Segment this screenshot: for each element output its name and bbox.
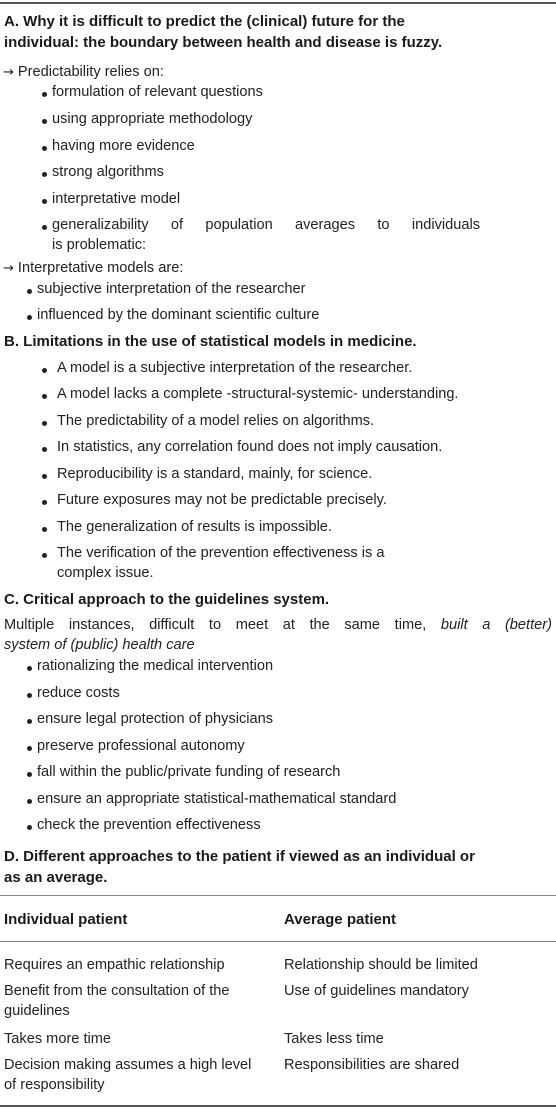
section-a-heading-line2: individual: the boundary between health and disease is fuzzy. bbox=[4, 34, 443, 51]
section-b-item: A model lacks a complete -structural-systemic- understanding. bbox=[57, 386, 459, 402]
table-top-rule bbox=[0, 895, 556, 896]
section-a-heading bbox=[4, 11, 552, 53]
section-b-item: The verification of the prevention effectiveness is a bbox=[57, 545, 385, 561]
section-b-item: A model is a subjective interpretation of the researcher. bbox=[57, 360, 413, 376]
section-c-intro-plain: Multiple instances, difficult to meet at the same time, bbox=[4, 617, 427, 633]
column-header-individual: Individual patient bbox=[4, 911, 128, 928]
bullet-icon bbox=[27, 315, 32, 320]
bullet-icon bbox=[27, 693, 32, 698]
bullet-icon bbox=[27, 666, 32, 671]
bullet-icon bbox=[42, 225, 47, 230]
table-cell-individual: Benefit from the consultation of the bbox=[4, 983, 230, 999]
section-c-item: check the prevention effectiveness bbox=[37, 817, 261, 833]
table-cell-individual: Decision making assumes a high level bbox=[4, 1057, 252, 1073]
bullet-icon bbox=[27, 289, 32, 294]
intro1-text: Predictability relies on: bbox=[17, 64, 164, 80]
bullet-icon bbox=[27, 746, 32, 751]
table-cell-average: Use of guidelines mandatory bbox=[284, 983, 469, 999]
section-b-item: The predictability of a model relies on algorithms. bbox=[57, 413, 375, 429]
section-b-item: Reproducibility is a standard, mainly, for science. bbox=[57, 466, 373, 482]
bullet-icon bbox=[42, 92, 47, 97]
section-a-heading-line1: A. Why it is difficult to predict the (clinical) future for the bbox=[4, 13, 405, 30]
section-b-item: In statistics, any correlation found does not imply causation. bbox=[57, 439, 443, 455]
section-c-intro-italic: built a (better) bbox=[440, 617, 552, 633]
section-c-intro-line1 bbox=[4, 615, 552, 635]
section-b-heading: B. Limitations in the use of statistical models in medicine. bbox=[4, 333, 417, 350]
section-d-heading-line2: as an average. bbox=[4, 869, 108, 886]
bullet-icon bbox=[42, 119, 47, 124]
bullet-icon bbox=[42, 447, 47, 452]
section-a-item-continued: is problematic: bbox=[52, 237, 147, 253]
section-c-item: ensure an appropriate statistical-mathematical standard bbox=[37, 791, 397, 807]
section-a-intro2 bbox=[3, 258, 183, 279]
bullet-icon bbox=[42, 500, 47, 505]
bullet-icon bbox=[42, 172, 47, 177]
section-c-item: fall within the public/private funding of research bbox=[37, 764, 341, 780]
bullet-icon bbox=[27, 825, 32, 830]
bullet-icon bbox=[42, 199, 47, 204]
bullet-icon bbox=[27, 799, 32, 804]
bullet-icon bbox=[42, 421, 47, 426]
bullet-icon bbox=[27, 719, 32, 724]
table-cell-individual-continued: of responsibility bbox=[4, 1077, 105, 1093]
section-a-item: interpretative model bbox=[52, 191, 181, 207]
section-b-item: Future exposures may not be predictable precisely. bbox=[57, 492, 387, 508]
top-rule bbox=[0, 2, 556, 4]
bullet-icon bbox=[42, 527, 47, 532]
bullet-icon bbox=[42, 553, 47, 558]
section-c-intro-line2: system of (public) health care bbox=[4, 637, 195, 653]
section-a-item: using appropriate methodology bbox=[52, 111, 253, 127]
section-c-item: rationalizing the medical intervention bbox=[37, 658, 274, 674]
table-cell-average: Responsibilities are shared bbox=[284, 1057, 460, 1073]
section-a-item: strong algorithms bbox=[52, 164, 164, 180]
section-a-item: subjective interpretation of the researcher bbox=[37, 281, 306, 297]
section-c-item: reduce costs bbox=[37, 685, 120, 701]
section-b-item: The generalization of results is impossible. bbox=[57, 519, 332, 535]
table-cell-individual-continued: guidelines bbox=[4, 1003, 70, 1019]
table-cell-average: Takes less time bbox=[284, 1031, 384, 1047]
table-cell-average: Relationship should be limited bbox=[284, 957, 478, 973]
bottom-rule bbox=[0, 1105, 556, 1107]
bullet-icon bbox=[27, 772, 32, 777]
section-c-heading: C. Critical approach to the guidelines system. bbox=[4, 591, 330, 608]
column-header-average: Average patient bbox=[284, 911, 396, 928]
section-c-item: ensure legal protection of physicians bbox=[37, 711, 274, 727]
table-header-rule bbox=[0, 941, 556, 942]
arrow-right-icon: → bbox=[3, 261, 14, 276]
bullet-icon bbox=[42, 394, 47, 399]
section-c-item: preserve professional autonomy bbox=[37, 738, 245, 754]
section-a-item-justified: generalizability of population averages to individuals bbox=[52, 217, 480, 233]
section-d-heading-line1: D. Different approaches to the patient if viewed as an individual or bbox=[4, 848, 475, 865]
section-a-item: having more evidence bbox=[52, 138, 195, 154]
section-a-item: influenced by the dominant scientific culture bbox=[37, 307, 320, 323]
bullet-icon bbox=[42, 368, 47, 373]
arrow-right-icon: → bbox=[3, 65, 14, 80]
table-cell-individual: Requires an empathic relationship bbox=[4, 957, 225, 973]
bullet-icon bbox=[42, 146, 47, 151]
section-d-heading bbox=[4, 846, 552, 888]
table-cell-individual: Takes more time bbox=[4, 1031, 112, 1047]
section-a-intro1 bbox=[3, 62, 164, 83]
section-a-item: formulation of relevant questions bbox=[52, 84, 263, 100]
intro2-text: Interpretative models are: bbox=[17, 260, 184, 276]
section-b-item-continued: complex issue. bbox=[57, 565, 154, 581]
bullet-icon bbox=[42, 474, 47, 479]
